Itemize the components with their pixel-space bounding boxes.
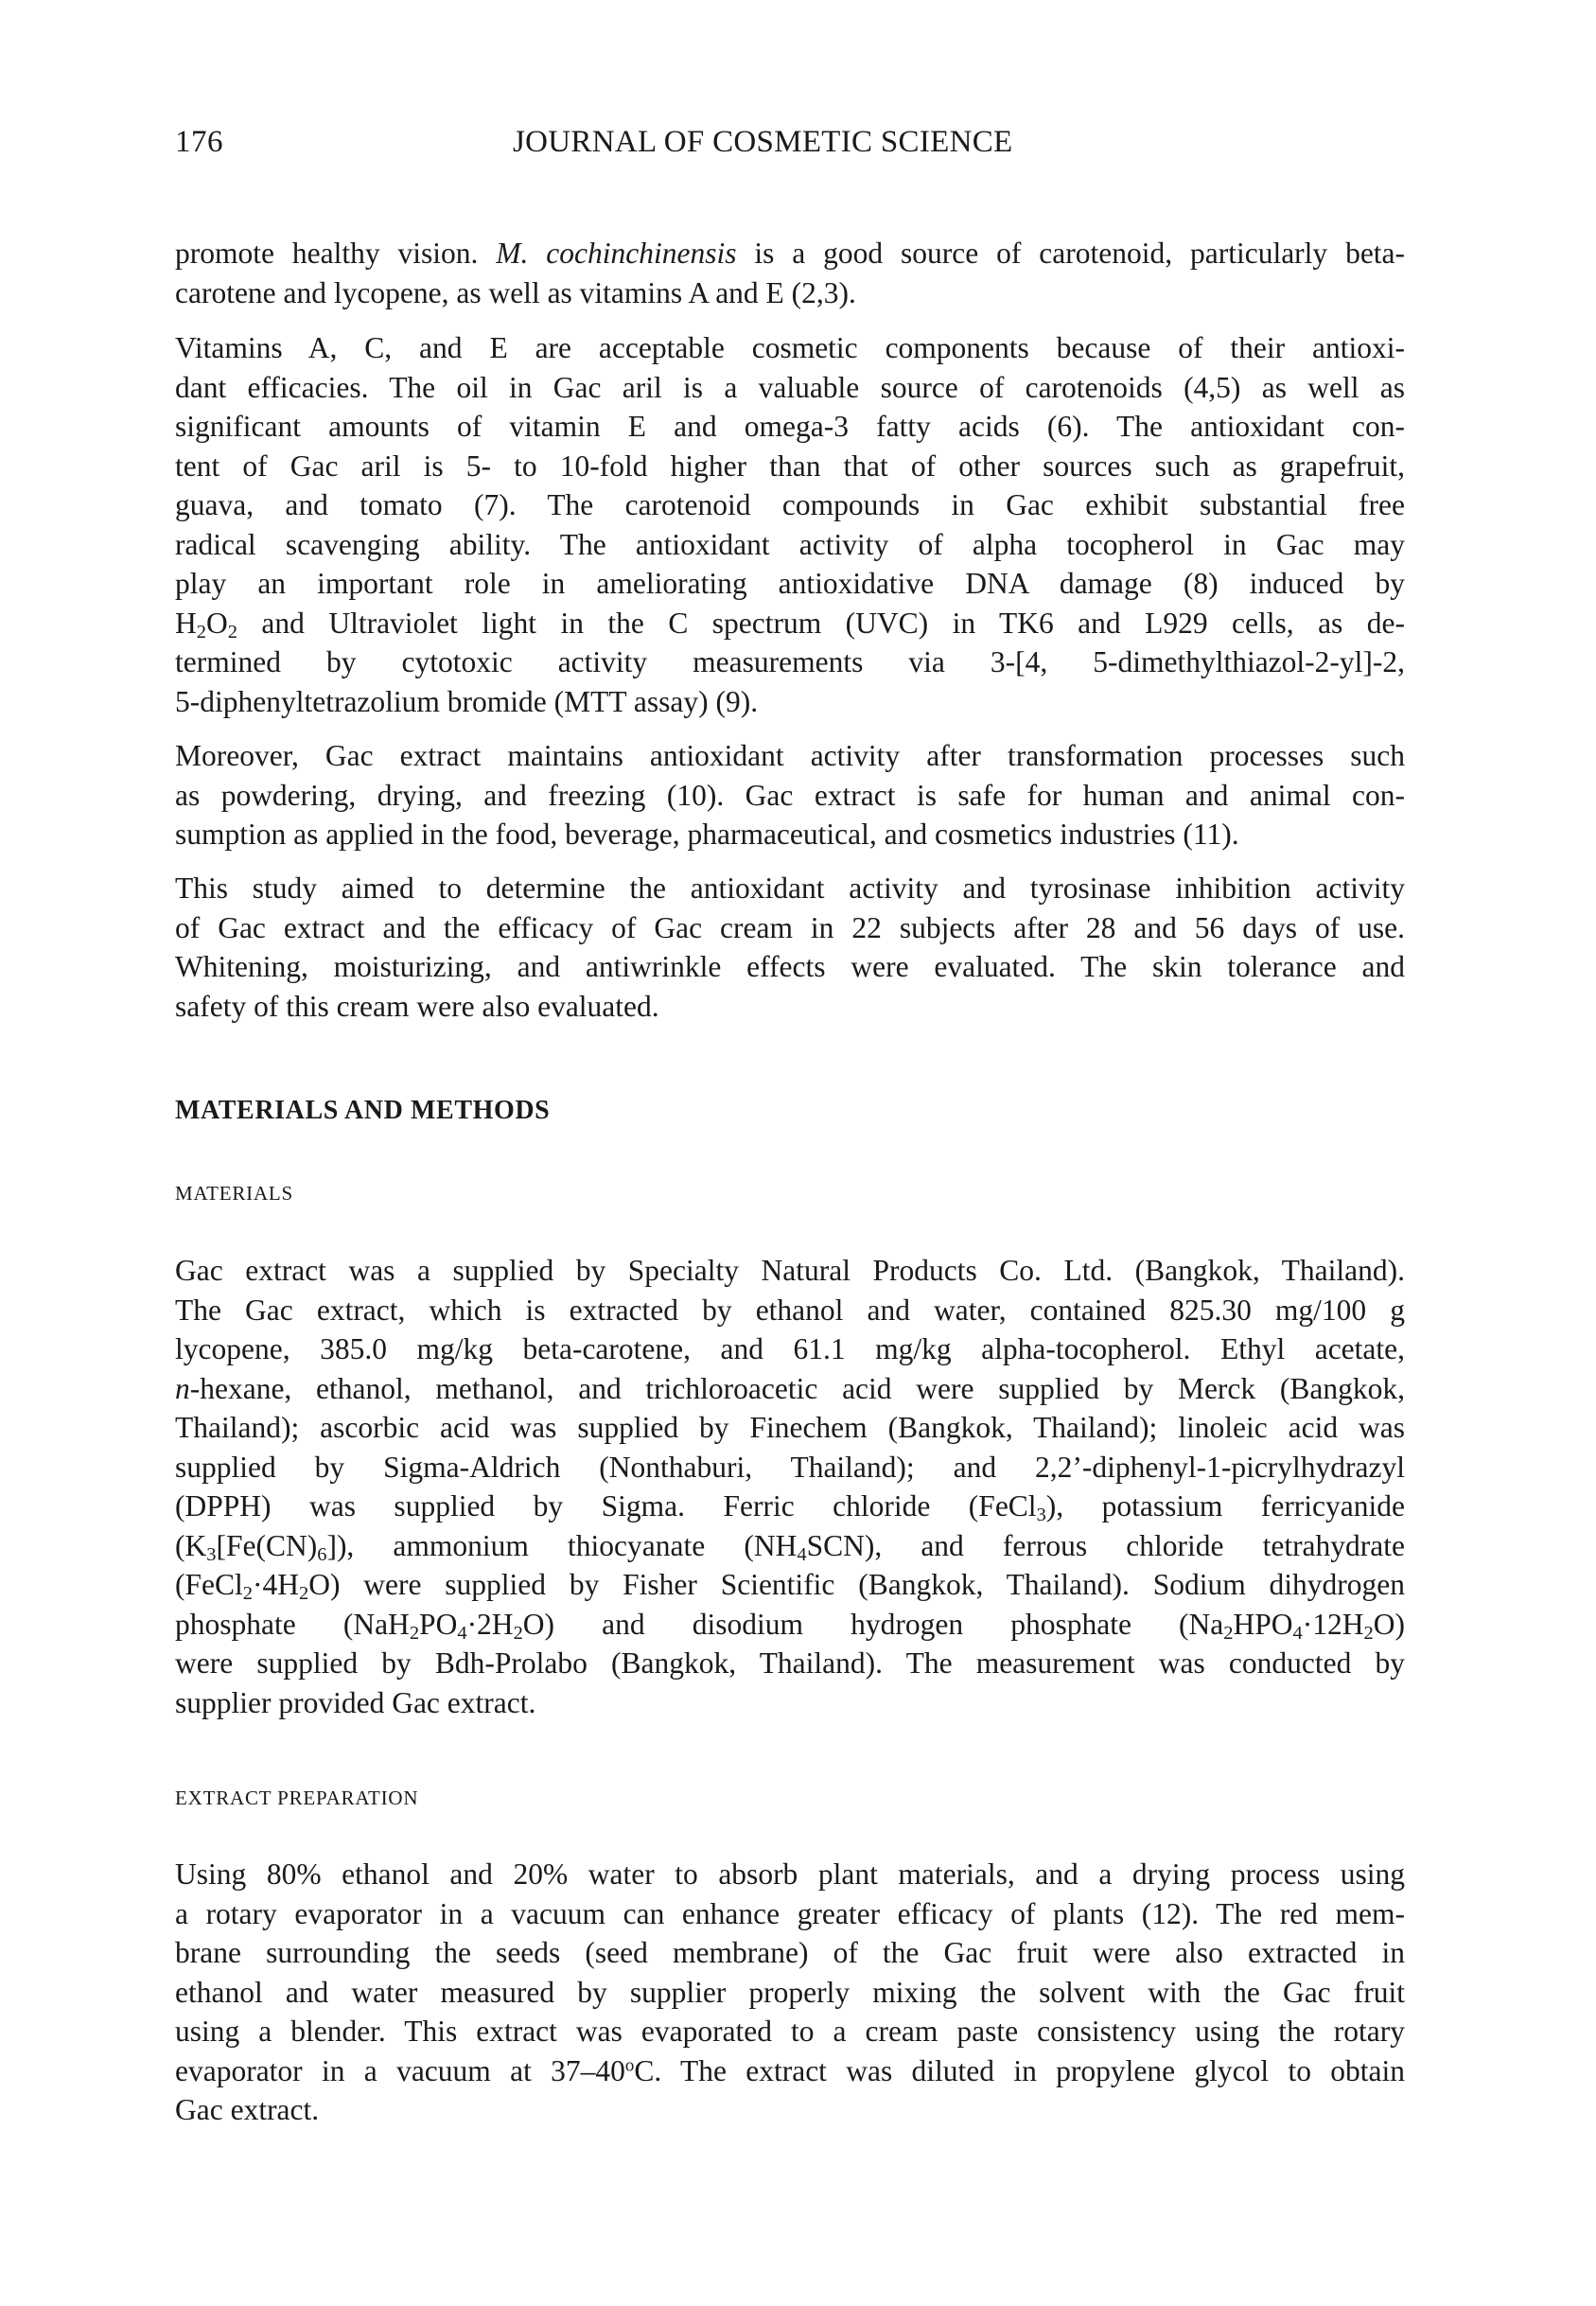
text-line: (DPPH) was supplied by Sigma. Ferric chloride (FeCl$_3$), potassium ferricyanide xyxy=(175,1489,1405,1526)
text-line: guava, and tomato (7). The carotenoid compounds in Gac exhibit substantial free xyxy=(175,488,1405,521)
text-line: as powdering, drying, and freezing (10). Gac extract is safe for human and animal con- xyxy=(175,778,1405,812)
text-line: 5-diphenyltetrazolium bromide (MTT assay) (9). xyxy=(175,684,759,718)
text-line: Vitamins A, C, and E are acceptable cosmetic components because of their antioxi- xyxy=(175,331,1405,364)
intro-paragraph-4 xyxy=(175,869,1405,1026)
text-line: Gac extract. xyxy=(175,2093,320,2126)
text-line: promote healthy vision. M. cochinchinensis is a good source of carotenoid, particularly beta- xyxy=(175,237,1406,270)
text-line: The Gac extract, which is extracted by ethanol and water, contained 825.30 mg/100 g xyxy=(175,1293,1405,1327)
text-line: This study aimed to determine the antioxidant activity and tyrosinase inhibition activity xyxy=(175,871,1405,905)
text-line: $(K_3[Fe(CN)_6])$, ammonium thiocyanate $(NH_4SCN)$, and ferrous chloride tetrahydrate xyxy=(175,1528,1405,1565)
text-line: sumption as applied in the food, beverage, pharmaceutical, and cosmetics industries (11). xyxy=(175,818,1239,851)
extract-preparation-paragraph xyxy=(175,1855,1405,2130)
text-line: n-hexane, ethanol, methanol, and trichloroacetic acid were supplied by Merck (Bangkok, xyxy=(175,1371,1405,1405)
materials-paragraph xyxy=(175,1251,1405,1722)
text-line: Thailand); ascorbic acid was supplied by Finechem (Bangkok, Thailand); linoleic acid was xyxy=(175,1411,1405,1444)
running-header xyxy=(175,125,1405,172)
intro-paragraph-3 xyxy=(175,736,1405,854)
subsection-heading-extract-preparation: EXTRACT PREPARATION xyxy=(175,1787,419,1809)
text-line: lycopene, 385.0 mg/kg beta-carotene, and 61.1 mg/kg alpha-tocopherol. Ethyl acetate, xyxy=(175,1332,1405,1365)
text-line: Gac extract was a supplied by Specialty Natural Products Co. Ltd. (Bangkok, Thailand). xyxy=(175,1254,1405,1287)
text-line: a rotary evaporator in a vacuum can enhance greater efficacy of plants (12). The red mem- xyxy=(175,1896,1405,1930)
journal-title: JOURNAL OF COSMETIC SCIENCE xyxy=(513,125,1013,159)
text-line: Moreover, Gac extract maintains antioxidant activity after transformation processes such xyxy=(175,739,1405,772)
intro-paragraph-2 xyxy=(175,328,1405,721)
text-line: Using 80% ethanol and 20% water to absorb plant materials, and a drying process using xyxy=(175,1857,1405,1891)
text-line: play an important role in ameliorating antioxidative DNA damage (8) induced by xyxy=(175,567,1405,600)
text-line: carotene and lycopene, as well as vitamins A and E (2,3). xyxy=(175,275,856,309)
text-line: tent of Gac aril is 5- to 10-fold higher than that of other sources such as grapefruit, xyxy=(175,449,1405,483)
text-line: phosphate $(NaH_2PO_4\cdot 2H_2O)$ and disodium hydrogen phosphate $(Na_2HPO_4\cdot 12H_2O)$ xyxy=(175,1607,1405,1644)
text-line: were supplied by Bdh-Prolabo (Bangkok, Thailand). The measurement was conducted by xyxy=(175,1646,1405,1680)
text-line: Whitening, moisturizing, and antiwrinkle effects were evaluated. The skin tolerance and xyxy=(175,950,1405,983)
text-line: of Gac extract and the efficacy of Gac cream in 22 subjects after 28 and 56 days of use. xyxy=(175,910,1405,944)
text-line: dant efficacies. The oil in Gac aril is a valuable source of carotenoids (4,5) as well as xyxy=(175,370,1405,404)
text-line: safety of this cream were also evaluated. xyxy=(175,989,659,1023)
text-line: radical scavenging ability. The antioxidant activity of alpha tocopherol in Gac may xyxy=(175,527,1405,561)
text-line: termined by cytotoxic activity measurements via 3-[4, 5-dimethylthiazol-2-yl]-2, xyxy=(175,645,1405,678)
intro-paragraph-1 xyxy=(175,234,1405,312)
text-line: evaporator in a vacuum at 37–40$^o$C. The extract was diluted in propylene glycol to obtain xyxy=(175,2053,1405,2087)
text-line: significant amounts of vitamin E and omega-3 fatty acids (6). The antioxidant con- xyxy=(175,410,1405,443)
section-heading-materials-and-methods: MATERIALS AND METHODS xyxy=(175,1096,551,1125)
text-line: $H_2O_2$ and Ultraviolet light in the C spectrum (UVC) in TK6 and L929 cells, as de- xyxy=(175,606,1405,643)
text-line: $(FeCl_2\cdot 4H_2O)$ were supplied by Fisher Scientific (Bangkok, Thailand). Sodium dihydrogen xyxy=(175,1568,1405,1605)
text-line: ethanol and water measured by supplier properly mixing the solvent with the Gac fruit xyxy=(175,1975,1405,2009)
text-line: supplier provided Gac extract. xyxy=(175,1685,536,1719)
text-line: brane surrounding the seeds (seed membrane) of the Gac fruit were also extracted in xyxy=(175,1936,1405,1969)
page-number: 176 xyxy=(175,125,223,159)
text-line: using a blender. This extract was evaporated to a cream paste consistency using the rotary xyxy=(175,2015,1405,2048)
subsection-heading-materials: MATERIALS xyxy=(175,1182,294,1205)
text-line: supplied by Sigma-Aldrich (Nonthaburi, Thailand); and 2,2’-diphenyl-1-picrylhydrazyl xyxy=(175,1450,1405,1484)
